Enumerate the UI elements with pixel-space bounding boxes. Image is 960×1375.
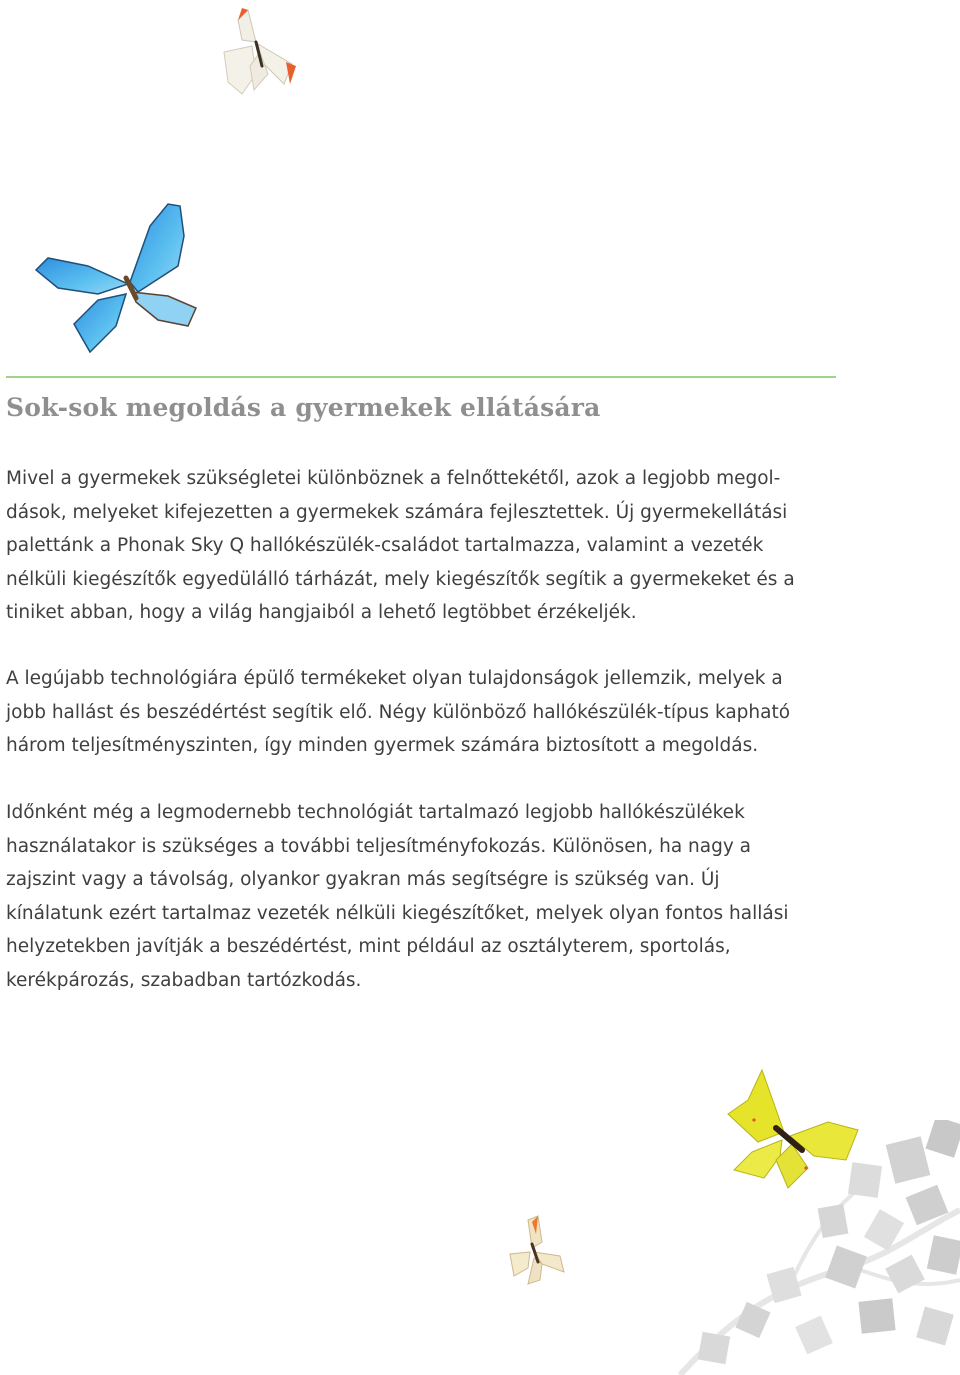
text-line: Mivel a gyermekek szükségletei különböznek a felnőttekétől, azok a legjobb megol- [6,468,781,489]
text-line: nélküli kiegészítők egyedülálló tárházát, mely kiegészítők segítik a gyermekeket és a [6,568,795,590]
text-line: kínálatunk ezért tartalmaz vezeték nélküli kiegészítőket, melyek olyan fontos hallási [6,902,789,924]
text-line: zajszint vagy a távolság, olyankor gyakran más segítségre is szükség van. Új [6,869,720,890]
butterfly-small-orange-icon [498,1212,572,1290]
text-line: jobb hallást és beszédértést segítik elő. Négy különböző hallókészülék-típus kapható [6,701,791,723]
text-line: A legújabb technológiára épülő termékeket olyan tulajdonságok jellemzik, melyek a [6,668,783,689]
paper-leaf-tree-icon [640,1120,960,1375]
text-line: Időnként még a legmodernebb technológiát tartalmazó legjobb hallókészülékek [6,802,745,823]
text-line: helyzetekben javítják a beszédértést, mint például az osztályterem, sportolás, [6,936,731,957]
butterfly-blue-icon [28,196,206,356]
section-divider [6,376,836,378]
paragraph-1 [6,462,846,630]
butterfly-orange-white-icon [212,4,302,98]
text-line: palettánk a Phonak Sky Q hallókészülék-családot tartalmazza, valamint a vezeték [6,535,764,556]
text-line: kerékpározás, szabadban tartózkodás. [6,969,362,991]
paragraph-3 [6,796,846,997]
section-title: Sok-sok megoldás a gyermekek ellátására [6,393,601,422]
text-line: tiniket abban, hogy a világ hangjaiból a lehető legtöbbet érzékeljék. [6,602,637,623]
paragraph-2 [6,662,846,763]
text-line: használatakor is szükséges a további teljesítményfokozás. Különösen, ha nagy a [6,835,752,857]
text-line: dások, melyeket kifejezetten a gyermekek számára fejlesztettek. Új gyermekellátási [6,501,788,523]
text-line: három teljesítményszinten, így minden gyermek számára biztosított a megoldás. [6,735,759,756]
